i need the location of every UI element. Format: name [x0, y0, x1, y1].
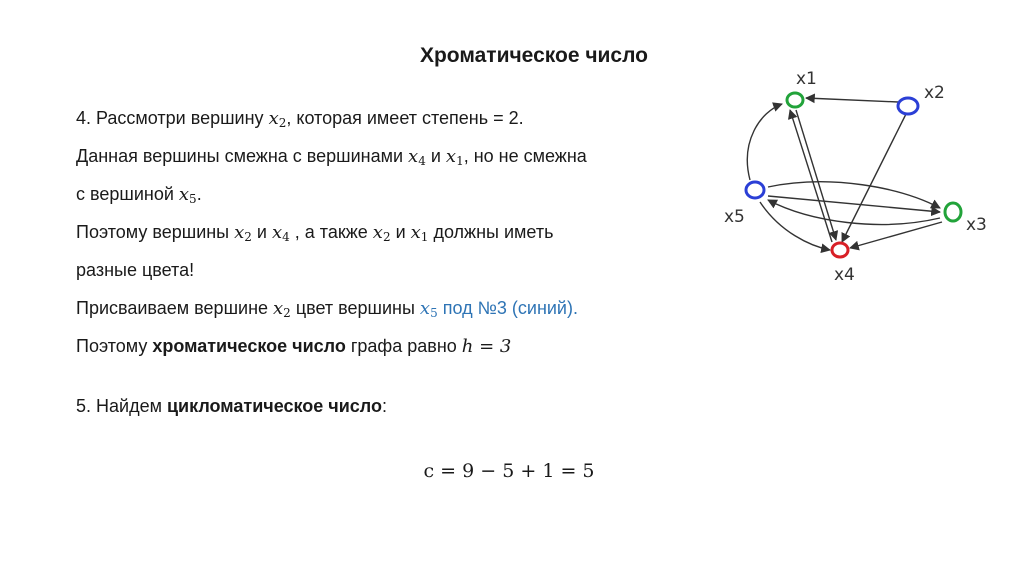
bold-term: цикломатическое число: [166, 396, 382, 416]
cyclomatic-equation: c = 9 − 5 + 1 = 5: [423, 460, 595, 482]
line-1: [76, 108, 716, 128]
var-x2: $x_2$: [273, 298, 291, 320]
line-4: [76, 222, 716, 242]
var-x1: $x_1$: [410, 222, 429, 244]
text: с вершиной: [76, 184, 179, 204]
node-x1: [787, 93, 803, 107]
text: и: [251, 222, 272, 242]
graph-edges: [747, 98, 942, 250]
text: разные цвета!: [76, 260, 195, 280]
edge-x5-x4: [760, 202, 830, 250]
text: графа равно: [345, 336, 462, 356]
label-x2: x2: [924, 83, 945, 103]
bold-term: хроматическое число: [152, 336, 346, 356]
text: :: [381, 396, 387, 416]
graph-diagram: [710, 62, 1010, 302]
label-x5: x5: [724, 207, 745, 227]
line-6: [76, 298, 716, 318]
math-h: h = 3: [461, 336, 512, 357]
text: 4. Рассмотри вершину: [76, 108, 269, 128]
edge-x3-x4: [850, 222, 942, 248]
slide-title: Хроматическое число: [419, 44, 649, 67]
line-8: [76, 396, 716, 416]
var-x5: $x_5$: [419, 298, 438, 320]
line-5: [76, 260, 716, 280]
text: Присваиваем вершине: [76, 298, 274, 318]
var-x2: $x_2$: [372, 222, 391, 244]
label-x4: x4: [834, 265, 855, 285]
edge-x5-x3-b: [768, 196, 940, 212]
label-x1: x1: [796, 69, 817, 89]
text: и: [390, 222, 411, 242]
text: Данная вершины смежна с вершинами: [76, 146, 409, 166]
var-x4: $x_4$: [408, 146, 426, 168]
label-x3: x3: [966, 215, 987, 235]
text: , которая имеет степень = 2.: [286, 108, 524, 128]
text: и: [425, 146, 446, 166]
text: , а также: [289, 222, 373, 242]
var-x5: $x_5$: [178, 184, 197, 206]
text-blue: под №3 (синий).: [437, 298, 578, 318]
text-body: [76, 108, 716, 434]
text: цвет вершины: [290, 298, 420, 318]
text: Поэтому вершины: [76, 222, 235, 242]
node-x3: [945, 203, 961, 221]
text: должны иметь: [428, 222, 554, 242]
line-2: [76, 146, 716, 166]
text: , но не смежна: [463, 146, 587, 166]
edge-x5-x1: [747, 104, 782, 180]
node-x4: [832, 243, 848, 257]
line-7: [76, 336, 716, 356]
edge-x4-x1: [790, 110, 832, 242]
text: Поэтому: [76, 336, 153, 356]
var-x4: $x_4$: [271, 222, 290, 244]
var-x2: $x_2$: [268, 108, 287, 130]
node-x5: [746, 182, 764, 198]
text: 5. Найдем: [76, 396, 167, 416]
line-3: [76, 184, 716, 204]
var-x2: $x_2$: [234, 222, 252, 244]
edge-x2-x1: [806, 98, 898, 102]
var-x1: $x_1$: [445, 146, 464, 168]
node-x2: [898, 98, 918, 114]
text: .: [196, 184, 202, 204]
